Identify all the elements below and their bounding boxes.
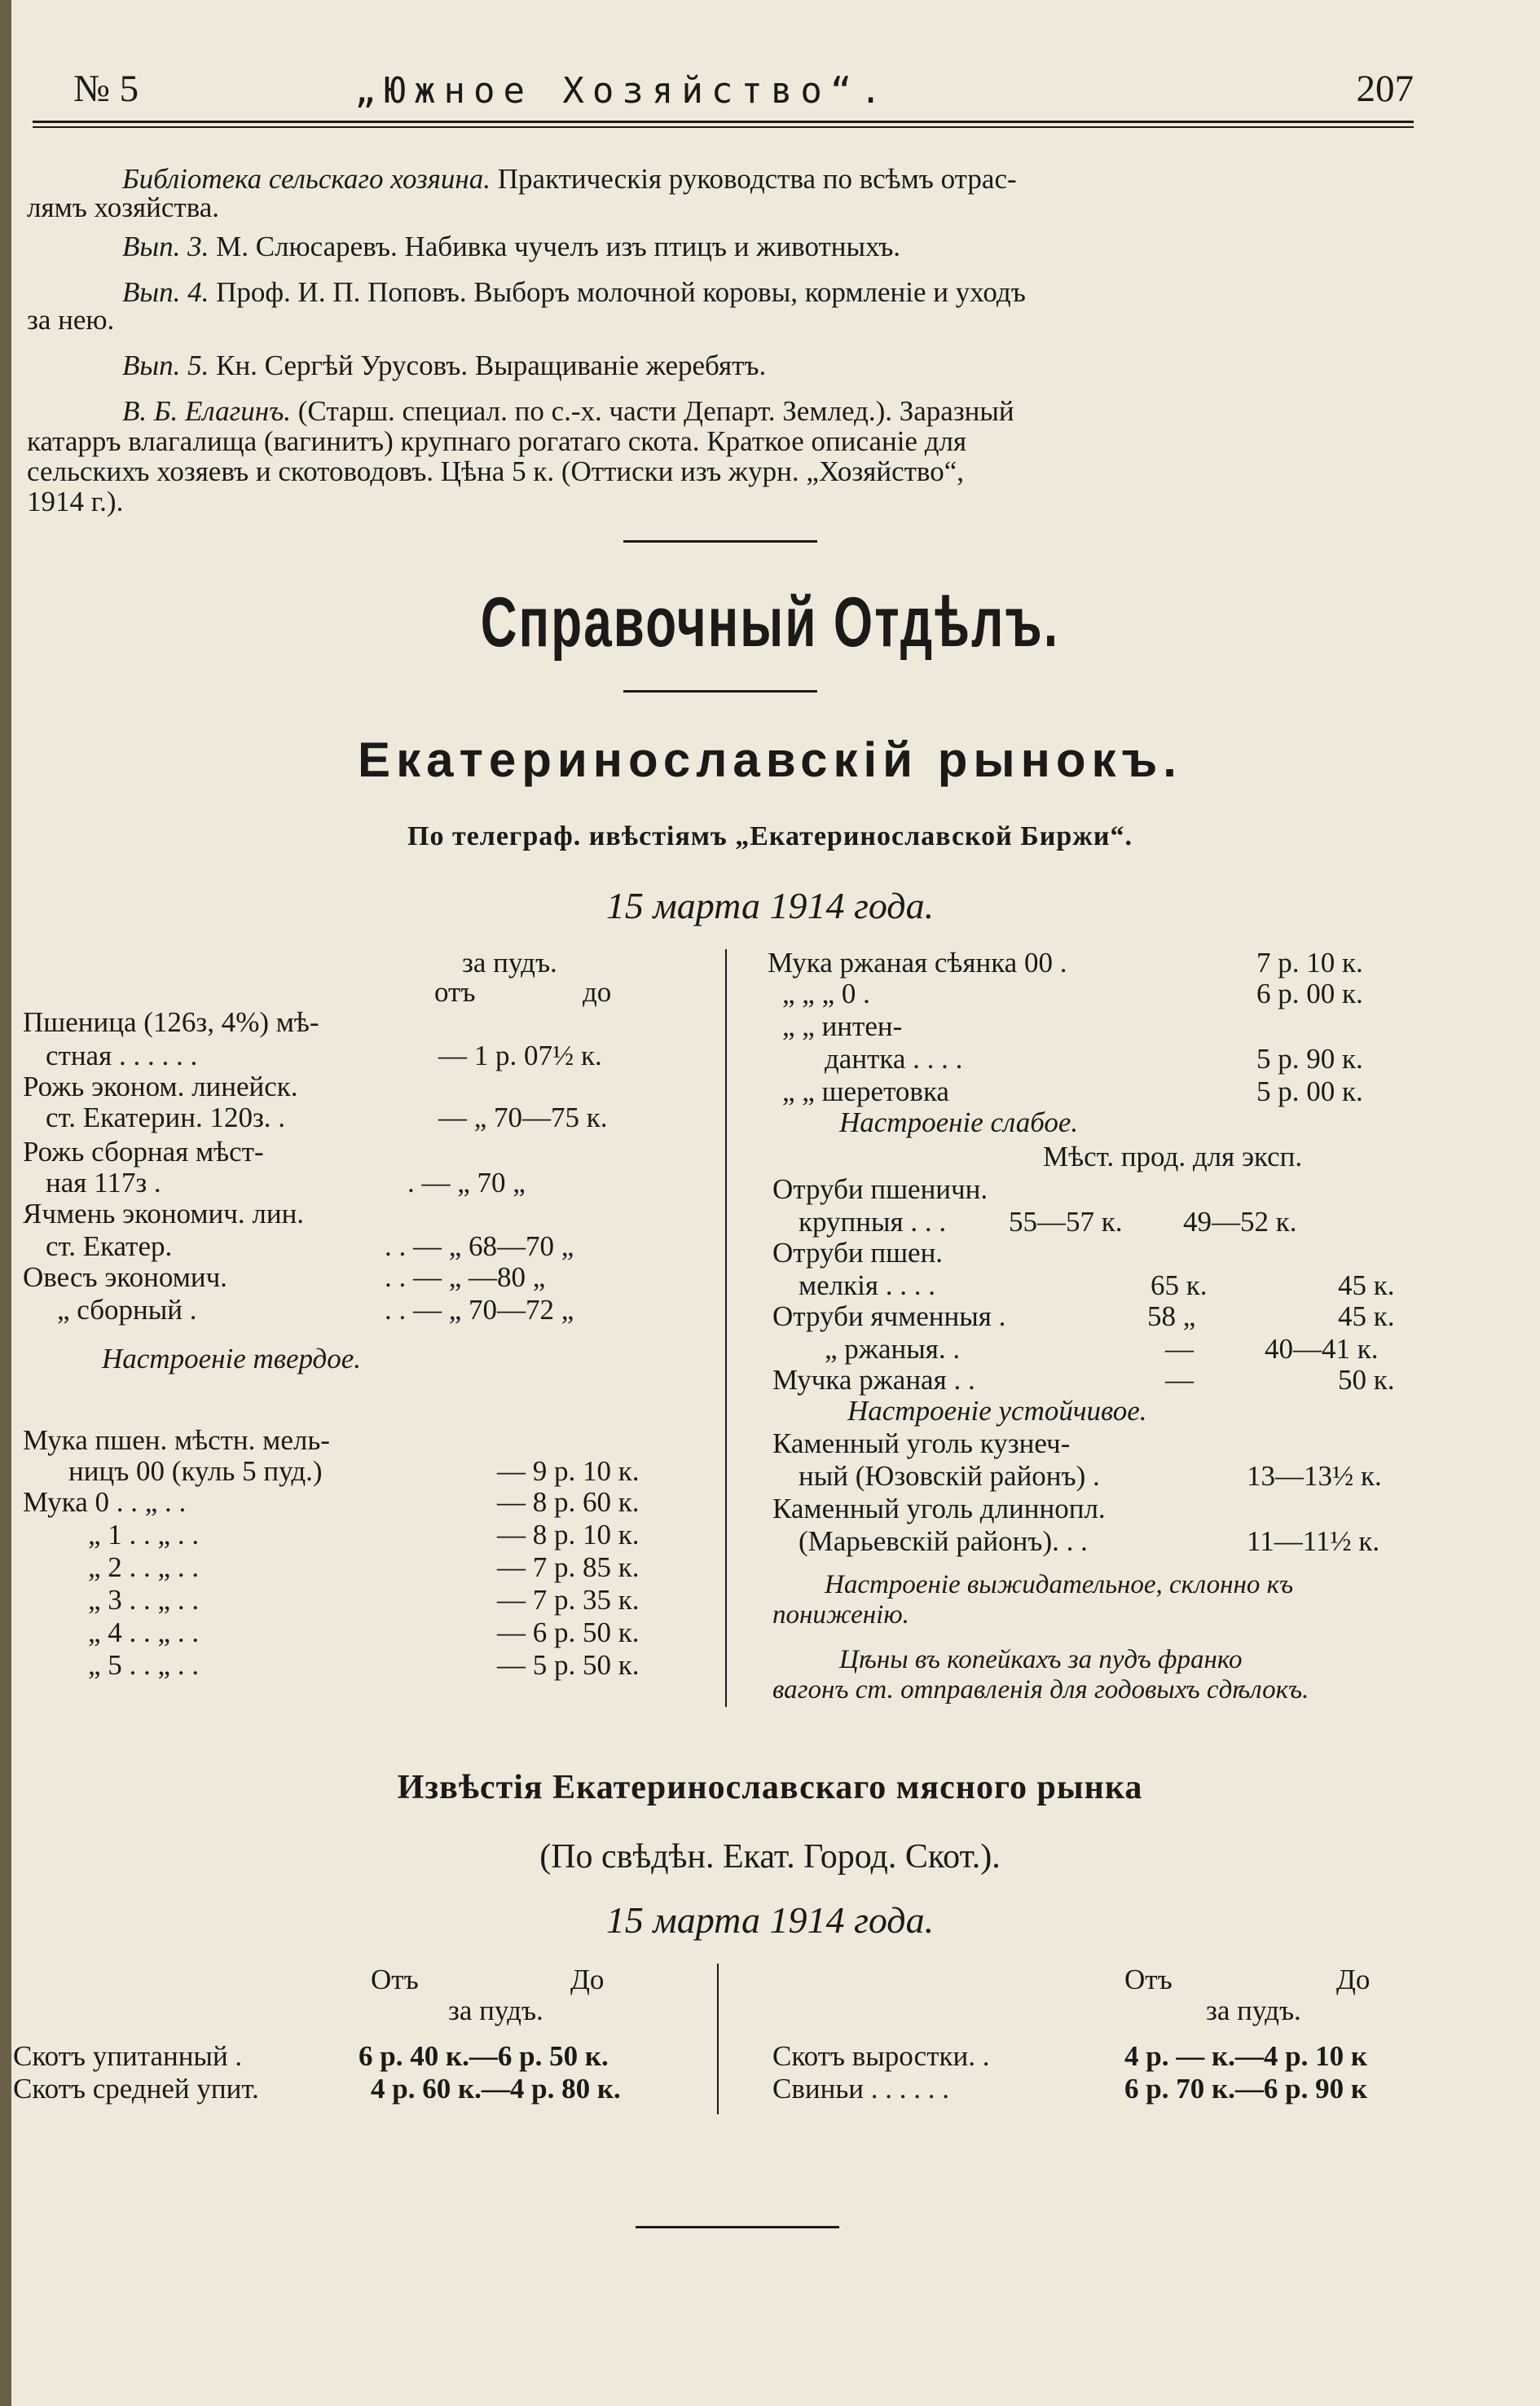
library-item-3 <box>122 231 900 262</box>
issue-label: Вып. 4. <box>122 276 209 308</box>
meat-row-price: 4 р. — к.—4 р. 10 к <box>1124 2040 1368 2072</box>
page-number: 207 <box>1356 68 1414 110</box>
bran-row-local: — <box>1165 1364 1194 1396</box>
row-name: „ сборный . <box>57 1294 197 1326</box>
market-title: Екатеринославскій рынокъ. <box>358 732 1182 787</box>
price-footnote: Цѣны въ копейкахъ за пудъ франко <box>839 1645 1243 1674</box>
row-name: ст. Екатер. <box>46 1230 173 1262</box>
rye-row-name: Мука ржаная сѣянка 00 . <box>768 947 1067 979</box>
coal-row-name: (Марьевскій районъ). . . <box>799 1525 1088 1557</box>
flour-row-price: — 8 р. 10 к. <box>497 1519 640 1550</box>
bran-row-local: 55—57 к. <box>1009 1206 1123 1238</box>
running-header <box>33 67 1414 117</box>
library-lead <box>122 164 1017 194</box>
meat-column-divider <box>717 1964 719 2114</box>
section-title: Справочный Отдѣлъ. <box>480 583 1060 662</box>
bran-row-export: 40—41 к. <box>1265 1333 1379 1365</box>
flour-row-name: ницъ 00 (куль 5 пуд.) <box>68 1455 323 1487</box>
row-name: Рожь сборная мѣст- <box>23 1136 264 1168</box>
meat-row-price: 6 р. 70 к.—6 р. 90 к <box>1124 2073 1368 2105</box>
rye-row-name: дантка . . . . <box>825 1043 963 1075</box>
row-price: — „ 70—75 к. <box>438 1102 608 1133</box>
rye-row-name: „ „ шеретовка <box>782 1075 949 1107</box>
flour-row-name: „ 4 . . „ . . <box>88 1616 200 1648</box>
mood-waiting-cont: пониженію. <box>772 1600 909 1630</box>
col-head-to: до <box>583 976 612 1008</box>
bran-row-name: Мучка ржаная . . <box>772 1364 975 1396</box>
elagin-line-2: катарръ влагалища (вагинитъ) крупнаго рогатаго скота. Краткое описаніе для <box>27 425 967 457</box>
row-name: Пшеница (126з, 4%) мѣ- <box>23 1006 319 1038</box>
library-lead-title: Библіотека сельскаго хозяина. <box>122 163 491 195</box>
elagin-author: В. Б. Елагинъ. <box>122 395 292 427</box>
mood-steady: Настроеніе устойчивое. <box>847 1395 1147 1427</box>
flour-row-price: — 5 р. 50 к. <box>497 1649 640 1681</box>
issue-label: Вып. 3. <box>122 231 209 262</box>
bran-row-name: мелкія . . . . <box>799 1269 935 1301</box>
issue-label: Вып. 5. <box>122 350 209 381</box>
row-price: . . — „ 70—72 „ <box>385 1294 574 1326</box>
bran-row-local: 58 „ <box>1147 1300 1196 1332</box>
issue-number: № 5 <box>73 68 139 110</box>
row-name: Ячмень экономич. лин. <box>23 1198 305 1229</box>
coal-row-price: 13—13½ к. <box>1247 1460 1382 1492</box>
flour-row-price: — 6 р. 50 к. <box>497 1616 640 1648</box>
flour-row-name: „ 2 . . „ . . <box>88 1551 200 1583</box>
bran-row-local: 65 к. <box>1151 1269 1208 1301</box>
mood-waiting: Настроеніе выжидательное, склонно къ <box>825 1570 1294 1599</box>
bran-row-name: Отруби ячменныя . <box>772 1300 1006 1332</box>
bran-row-name: „ ржаныя. . <box>825 1333 961 1365</box>
issue-text: Кн. Сергѣй Урусовъ. Выращиваніе жеребятъ. <box>216 350 767 381</box>
end-rule <box>636 2226 839 2228</box>
rye-row-price: 6 р. 00 к. <box>1256 978 1363 1009</box>
row-price: . — „ 70 „ <box>407 1167 526 1199</box>
library-item-4 <box>122 277 1026 307</box>
meat-head-to: До <box>570 1964 605 1995</box>
row-name: Овесъ экономич. <box>23 1261 227 1293</box>
header-rule-bottom <box>33 126 1414 128</box>
mood-weak: Настроеніе слабое. <box>839 1106 1079 1138</box>
row-name: ная 117з . <box>46 1167 161 1199</box>
flour-row-name: Мука пшен. мѣстн. мель- <box>23 1424 330 1456</box>
rye-row-price: 5 р. 90 к. <box>1256 1043 1363 1075</box>
rye-row-name: „ „ „ 0 . <box>782 978 870 1009</box>
meat-row-name: Свиньи . . . . . . <box>772 2073 950 2105</box>
col-head-from: отъ <box>434 976 476 1008</box>
flour-row-price: — 7 р. 35 к. <box>497 1584 640 1616</box>
coal-row-name: Каменный уголь кузнеч- <box>772 1427 1071 1459</box>
book-spine <box>0 0 11 2406</box>
price-footnote-cont: вагонъ ст. отправленія для годовыхъ сдѣлокъ. <box>772 1675 1309 1704</box>
bran-row-export: 45 к. <box>1338 1269 1395 1301</box>
journal-title: „Южное Хозяйство“. <box>354 70 890 112</box>
elagin-text: (Старш. специал. по с.-х. части Департ. Землед.). Заразный <box>297 395 1014 427</box>
column-divider <box>725 949 727 1707</box>
library-item-5 <box>122 350 766 380</box>
elagin-entry <box>122 396 1014 426</box>
divider-rule <box>623 690 817 693</box>
market-date: 15 марта 1914 года. <box>605 885 935 926</box>
meat-market-source: (По свѣдѣн. Екат. Город. Скот.). <box>539 1838 1001 1876</box>
rye-row-price: 5 р. 00 к. <box>1256 1075 1363 1107</box>
col-head-per-pood: за пудъ. <box>462 947 557 979</box>
library-lead-text: Практическія руководства по всѣмъ отрас- <box>497 163 1017 195</box>
library-lead-cont: лямъ хозяйства. <box>27 191 220 223</box>
issue-text: Проф. И. П. Поповъ. Выборъ молочной коровы, кормленіе и уходъ <box>216 276 1026 308</box>
meat-head-per-right: за пудъ. <box>1206 1995 1301 2026</box>
coal-row-name: Каменный уголь длиннопл. <box>772 1493 1106 1524</box>
elagin-line-3: сельскихъ хозяевъ и скотоводовъ. Цѣна 5 к. (Оттиски изъ журн. „Хозяйство“, <box>27 455 964 487</box>
coal-row-name: ный (Юзовскій районъ) . <box>799 1460 1100 1492</box>
row-name: стная . . . . . . <box>46 1040 198 1071</box>
meat-head-per: за пудъ. <box>448 1995 543 2026</box>
meat-row-price: 6 р. 40 к.—6 р. 50 к. <box>359 2040 609 2072</box>
flour-row-name: „ 1 . . „ . . <box>88 1519 200 1550</box>
meat-market-date: 15 марта 1914 года. <box>605 1899 935 1941</box>
bran-row-export: 50 к. <box>1338 1364 1395 1396</box>
row-price: . . — „ 68—70 „ <box>385 1230 574 1262</box>
library-item-4-cont: за нею. <box>27 304 115 336</box>
bran-row-local: — <box>1165 1333 1194 1365</box>
meat-row-name: Скотъ средней упит. <box>13 2073 259 2105</box>
local-export-head: Мѣст. прод. для эксп. <box>1043 1141 1303 1172</box>
flour-row-price: — 8 р. 60 к. <box>497 1486 640 1518</box>
bran-row-name: крупныя . . . <box>799 1206 947 1238</box>
bran-row-export: 45 к. <box>1338 1300 1395 1332</box>
row-name: ст. Екатерин. 120з. . <box>46 1102 286 1133</box>
market-source: По телеграф. ивѣстіямъ „Екатеринославской Биржи“. <box>407 821 1133 851</box>
issue-text: М. Слюсаревъ. Набивка чучелъ изъ птицъ и животныхъ. <box>216 231 901 262</box>
flour-row-price: — 9 р. 10 к. <box>497 1455 640 1487</box>
rye-row-name: „ „ интен- <box>782 1010 903 1042</box>
row-price: — 1 р. 07½ к. <box>438 1040 602 1071</box>
meat-head-from: Отъ <box>371 1964 419 1995</box>
meat-row-name: Скотъ упитанный . <box>13 2040 243 2072</box>
meat-row-name: Скотъ выростки. . <box>772 2040 990 2072</box>
elagin-line-4: 1914 г.). <box>27 486 124 517</box>
rye-row-price: 7 р. 10 к. <box>1256 947 1363 979</box>
mood-firm: Настроеніе твердое. <box>102 1343 362 1375</box>
coal-row-price: 11—11½ к. <box>1247 1525 1380 1557</box>
meat-head-to-right: До <box>1336 1964 1371 1995</box>
flour-row-price: — 7 р. 85 к. <box>497 1551 640 1583</box>
flour-row-name: „ 5 . . „ . . <box>88 1649 200 1681</box>
divider-rule <box>623 540 817 543</box>
bran-row-export: 49—52 к. <box>1183 1206 1297 1238</box>
row-price: . . — „ —80 „ <box>385 1261 546 1293</box>
flour-row-name: Мука 0 . . „ . . <box>23 1486 187 1518</box>
row-name: Рожь эконом. линейск. <box>23 1071 298 1102</box>
meat-market-title: Извѣстія Екатеринославскаго мясного рынка <box>397 1769 1143 1806</box>
meat-head-from-right: Отъ <box>1124 1964 1173 1995</box>
flour-row-name: „ 3 . . „ . . <box>88 1584 200 1616</box>
meat-row-price: 4 р. 60 к.—4 р. 80 к. <box>371 2073 621 2105</box>
header-rule-top <box>33 121 1414 123</box>
bran-row-name: Отруби пшеничн. <box>772 1173 988 1205</box>
bran-row-name: Отруби пшен. <box>772 1237 944 1269</box>
